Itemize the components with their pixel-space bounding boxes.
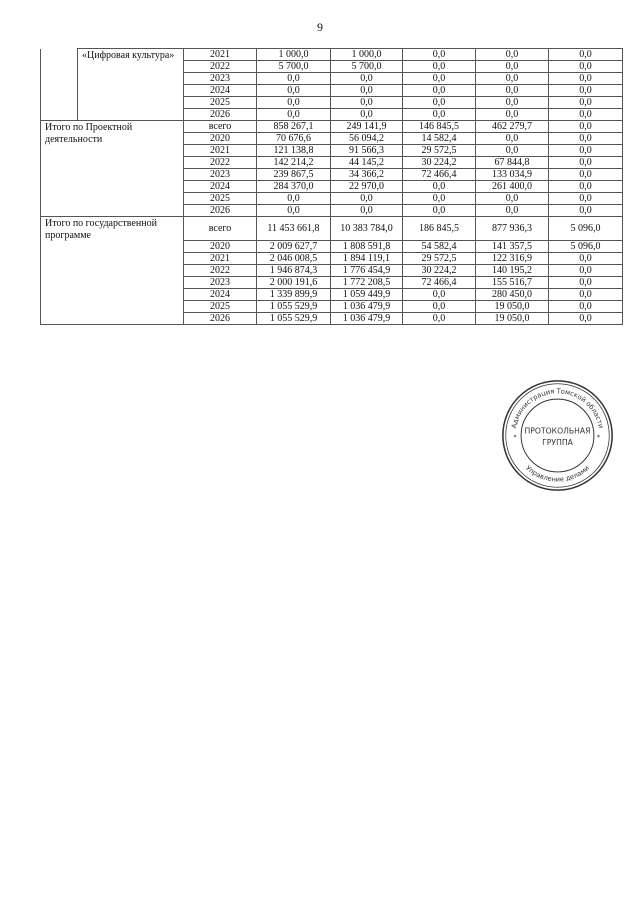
value-cell: 140 195,2 [476,265,549,277]
value-cell: 146 845,5 [403,121,476,133]
value-cell: 1 946 874,3 [257,265,331,277]
value-cell: 0,0 [331,205,403,217]
value-cell: 0,0 [403,97,476,109]
value-cell: 0,0 [476,145,549,157]
value-cell: 29 572,5 [403,145,476,157]
value-cell: 0,0 [549,169,623,181]
value-cell: 0,0 [549,145,623,157]
value-cell: 284 370,0 [257,181,331,193]
value-cell: 0,0 [549,289,623,301]
period-cell: 2025 [184,97,257,109]
value-cell: 261 400,0 [476,181,549,193]
value-cell: 54 582,4 [403,241,476,253]
value-cell: 0,0 [476,61,549,73]
value-cell: 0,0 [476,133,549,145]
period-cell: 2022 [184,265,257,277]
value-cell: 30 224,2 [403,157,476,169]
period-cell: 2021 [184,145,257,157]
value-cell: 1 055 529,9 [257,301,331,313]
value-cell: 0,0 [403,205,476,217]
period-cell: 2024 [184,181,257,193]
value-cell: 0,0 [403,109,476,121]
value-cell: 186 845,5 [403,217,476,241]
value-cell: 72 466,4 [403,277,476,289]
value-cell: 0,0 [549,121,623,133]
value-cell: 0,0 [549,253,623,265]
period-cell: 2021 [184,49,257,61]
value-cell: 0,0 [403,61,476,73]
value-cell: 0,0 [257,85,331,97]
period-cell: 2026 [184,109,257,121]
value-cell: 0,0 [257,73,331,85]
stamp-outer-top-text: Администрация Томской области [509,387,606,430]
value-cell: 0,0 [549,265,623,277]
value-cell: 280 450,0 [476,289,549,301]
value-cell: 5 700,0 [331,61,403,73]
value-cell: 11 453 661,8 [257,217,331,241]
value-cell: 0,0 [549,97,623,109]
value-cell: 0,0 [331,193,403,205]
stamp-center-line-2: ГРУППА [542,438,573,448]
value-cell: 0,0 [549,193,623,205]
value-cell: 0,0 [549,277,623,289]
value-cell: 0,0 [257,97,331,109]
value-cell: 0,0 [549,181,623,193]
value-cell: 0,0 [476,193,549,205]
value-cell: 56 094,2 [331,133,403,145]
period-cell: 2020 [184,133,257,145]
value-cell: 1 772 208,5 [331,277,403,289]
official-stamp [500,378,615,493]
period-cell: 2021 [184,253,257,265]
value-cell: 122 316,9 [476,253,549,265]
stamp-star-left-icon: * [513,433,517,442]
value-cell: 67 844,8 [476,157,549,169]
value-cell: 2 046 008,5 [257,253,331,265]
value-cell: 30 224,2 [403,265,476,277]
stamp-seal [500,378,615,493]
value-cell: 0,0 [257,193,331,205]
stamp-outer-bottom-text: Управление делами [524,464,591,484]
table-row [41,217,623,241]
value-cell: 72 466,4 [403,169,476,181]
value-cell: 0,0 [549,313,623,325]
value-cell: 0,0 [476,49,549,61]
value-cell: 1 059 449,9 [331,289,403,301]
table-row [41,121,623,133]
value-cell: 0,0 [476,85,549,97]
period-cell: 2025 [184,301,257,313]
value-cell: 0,0 [549,157,623,169]
value-cell: 1 000,0 [257,49,331,61]
value-cell: 462 279,7 [476,121,549,133]
value-cell: 0,0 [257,109,331,121]
period-cell: 2020 [184,241,257,253]
value-cell: 1 055 529,9 [257,313,331,325]
value-cell: 0,0 [403,289,476,301]
value-cell: 133 034,9 [476,169,549,181]
blank-cell [41,49,78,121]
value-cell: 249 141,9 [331,121,403,133]
period-cell: 2022 [184,61,257,73]
value-cell: 0,0 [549,205,623,217]
value-cell: 91 566,3 [331,145,403,157]
value-cell: 0,0 [476,205,549,217]
value-cell: 0,0 [403,49,476,61]
value-cell: 0,0 [549,301,623,313]
period-cell: всего [184,217,257,241]
value-cell: 34 366,2 [331,169,403,181]
row-label: Итого по Проектной деятельности [41,121,184,217]
table-body [41,49,623,325]
value-cell: 70 676,6 [257,133,331,145]
value-cell: 5 700,0 [257,61,331,73]
value-cell: 858 267,1 [257,121,331,133]
value-cell: 0,0 [549,73,623,85]
value-cell: 5 096,0 [549,217,623,241]
value-cell: 0,0 [549,109,623,121]
period-cell: 2026 [184,205,257,217]
value-cell: 19 050,0 [476,313,549,325]
value-cell: 22 970,0 [331,181,403,193]
value-cell: 1 339 899,9 [257,289,331,301]
value-cell: 19 050,0 [476,301,549,313]
value-cell: 0,0 [403,85,476,97]
stamp-star-right-icon: * [596,433,601,442]
value-cell: 0,0 [403,73,476,85]
value-cell: 141 357,5 [476,241,549,253]
value-cell: 0,0 [403,193,476,205]
period-cell: 2026 [184,313,257,325]
budget-table [40,48,623,325]
value-cell: 10 383 784,0 [331,217,403,241]
value-cell: 14 582,4 [403,133,476,145]
row-label: «Цифровая культура» [78,49,184,121]
value-cell: 0,0 [549,85,623,97]
period-cell: 2022 [184,157,257,169]
value-cell: 1 000,0 [331,49,403,61]
value-cell: 0,0 [549,61,623,73]
period-cell: 2024 [184,85,257,97]
value-cell: 142 214,2 [257,157,331,169]
value-cell: 0,0 [331,97,403,109]
period-cell: 2023 [184,277,257,289]
value-cell: 2 000 191,6 [257,277,331,289]
value-cell: 44 145,2 [331,157,403,169]
value-cell: 1 036 479,9 [331,301,403,313]
value-cell: 5 096,0 [549,241,623,253]
value-cell: 1 036 479,9 [331,313,403,325]
value-cell: 0,0 [476,109,549,121]
value-cell: 0,0 [331,85,403,97]
page-number: 9 [317,20,323,34]
value-cell: 0,0 [549,49,623,61]
value-cell: 0,0 [257,205,331,217]
period-cell: всего [184,121,257,133]
period-cell: 2023 [184,73,257,85]
value-cell: 239 867,5 [257,169,331,181]
value-cell: 0,0 [403,301,476,313]
value-cell: 0,0 [476,97,549,109]
row-label: Итого по государственной программе [41,217,184,325]
period-cell: 2025 [184,193,257,205]
period-cell: 2024 [184,289,257,301]
value-cell: 2 009 627,7 [257,241,331,253]
value-cell: 155 516,7 [476,277,549,289]
stamp-center-line-1: ПРОТОКОЛЬНАЯ [524,426,591,436]
value-cell: 1 808 591,8 [331,241,403,253]
value-cell: 0,0 [403,181,476,193]
value-cell: 1 776 454,9 [331,265,403,277]
value-cell: 0,0 [403,313,476,325]
table-row [41,49,623,61]
value-cell: 0,0 [331,73,403,85]
period-cell: 2023 [184,169,257,181]
value-cell: 877 936,3 [476,217,549,241]
value-cell: 29 572,5 [403,253,476,265]
value-cell: 0,0 [331,109,403,121]
value-cell: 121 138,8 [257,145,331,157]
value-cell: 1 894 119,1 [331,253,403,265]
value-cell: 0,0 [476,73,549,85]
value-cell: 0,0 [549,133,623,145]
